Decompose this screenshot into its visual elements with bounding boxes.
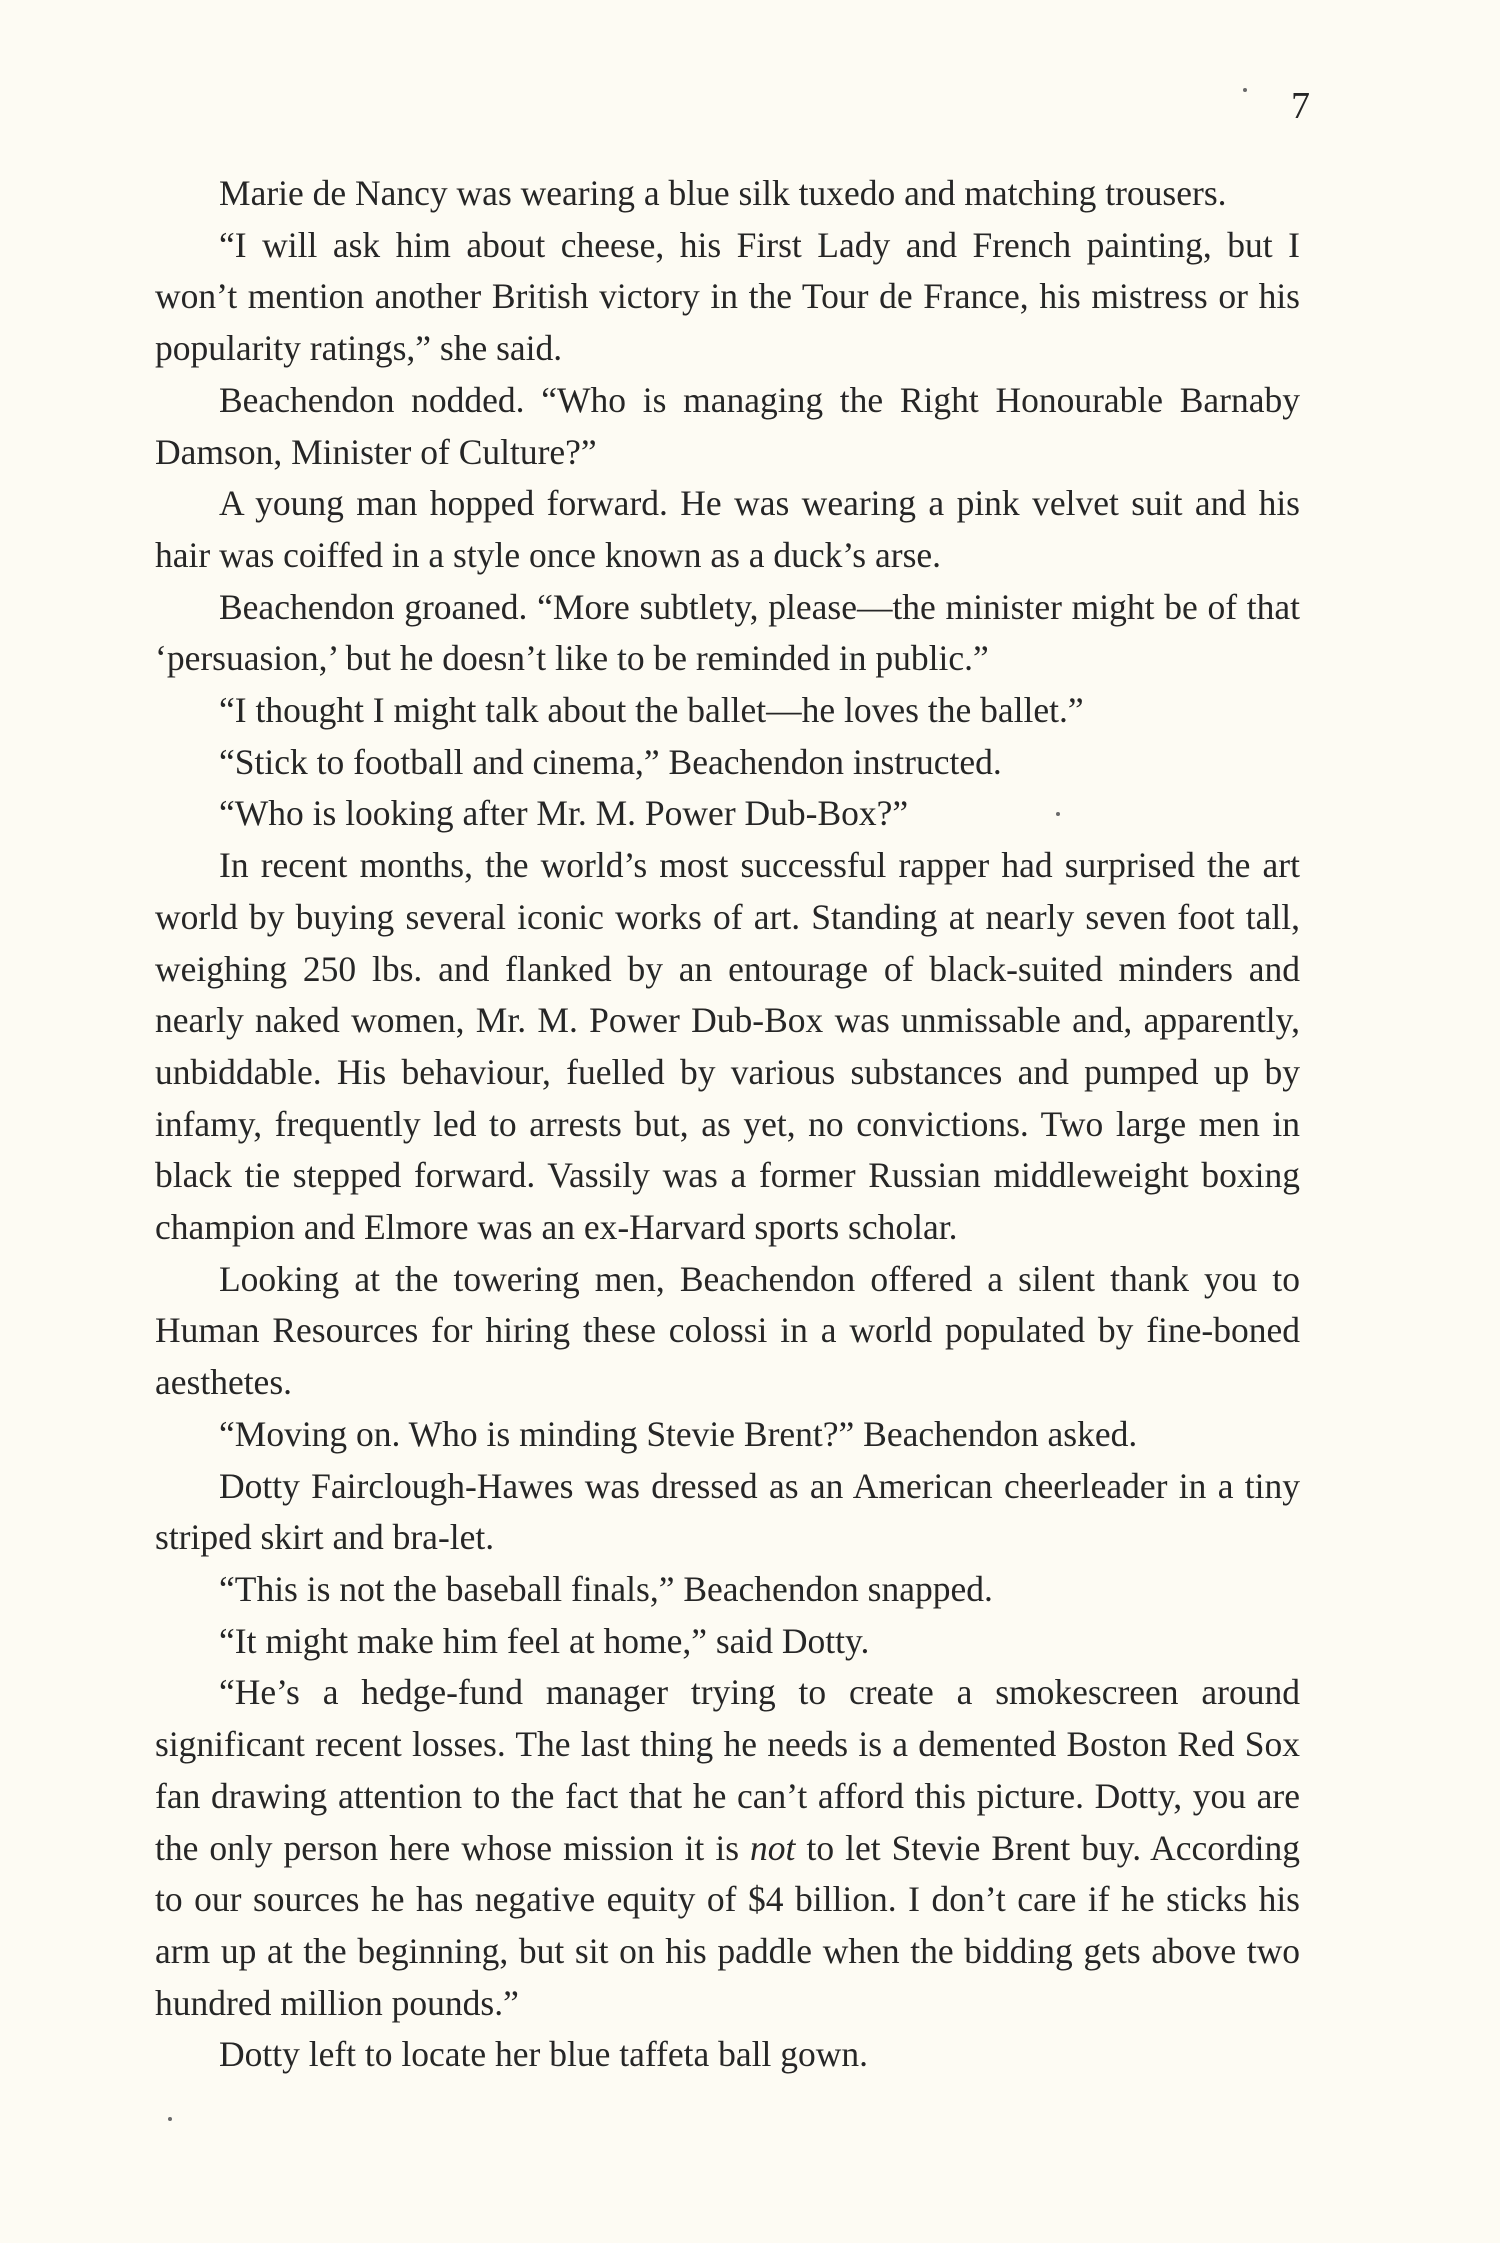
paragraph: A young man hopped forward. He was wearing a pink velvet suit and his hair was coiffed in a style once known as a duck’s arse.	[155, 483, 1300, 575]
paragraph: “I thought I might talk about the ballet—he loves the ballet.”	[219, 690, 1084, 731]
body-text	[155, 168, 1300, 2081]
paragraph: “Stick to football and cinema,” Beachendon instructed.	[219, 741, 1002, 782]
paragraph: “It might make him feel at home,” said Dotty.	[219, 1620, 870, 1661]
paragraph: In recent months, the world’s most successful rapper had surprised the art world by buying several iconic works of art. Standing at nearly seven foot tall, weighing 250 lbs. and flanked by an entourage of black-suited minders and nearly naked women, Mr. M. Power Dub-Box was unmissable and, apparently, unbiddable. His behaviour, fuelled by various substances and pumped up by infamy, frequently led to arrests but, as yet, no convictions. Two large men in black tie stepped forward. Vassily was a former Russian middleweight boxing champion and Elmore was an ex-Harvard sports scholar.	[155, 845, 1300, 1248]
paragraph: Beachendon groaned. “More subtlety, please—the minister might be of that ‘persuasion,’ but he doesn’t like to be reminded in public.”	[155, 586, 1300, 679]
scan-speck	[1243, 88, 1247, 92]
paragraph: “He’s a hedge-fund manager trying to create a smokescreen around significant recent losses. The last thing he needs is a demented Boston Red Sox fan drawing attention to the fact that he can’t afford this picture. Dotty, you are the only person here whose mission it is not to let Stevie Brent buy. According to our sources he has negative equity of $4 billion. I don’t care if he sticks his arm up at the beginning, but sit on his paddle when the bidding gets above two hundred million pounds.”	[155, 1672, 1300, 2023]
paragraph: “Who is looking after Mr. M. Power Dub-Box?”	[219, 793, 909, 834]
paragraph: “This is not the baseball finals,” Beachendon snapped.	[219, 1568, 993, 1609]
paragraph: Marie de Nancy was wearing a blue silk tuxedo and matching trousers.	[219, 173, 1227, 213]
paragraph: Dotty left to locate her blue taffeta ball gown.	[219, 2034, 868, 2075]
paragraph: Looking at the towering men, Beachendon offered a silent thank you to Human Resources for hiring these colossi in a world populated by fine-boned aesthetes.	[155, 1258, 1300, 1403]
paragraph: Beachendon nodded. “Who is managing the Right Honourable Barnaby Damson, Minister of Culture?”	[155, 379, 1300, 472]
page-number: 7	[1291, 85, 1310, 127]
paragraph: Dotty Fairclough-Hawes was dressed as an American cheerleader in a tiny striped skirt and bra-let.	[155, 1465, 1300, 1558]
emphasis: not	[750, 1827, 796, 1868]
scan-speck	[168, 2117, 172, 2121]
paragraph: “Moving on. Who is minding Stevie Brent?” Beachendon asked.	[219, 1413, 1138, 1454]
paragraph: “I will ask him about cheese, his First Lady and French painting, but I won’t mention another British victory in the Tour de France, his mistress or his popularity ratings,” she said.	[155, 224, 1300, 369]
